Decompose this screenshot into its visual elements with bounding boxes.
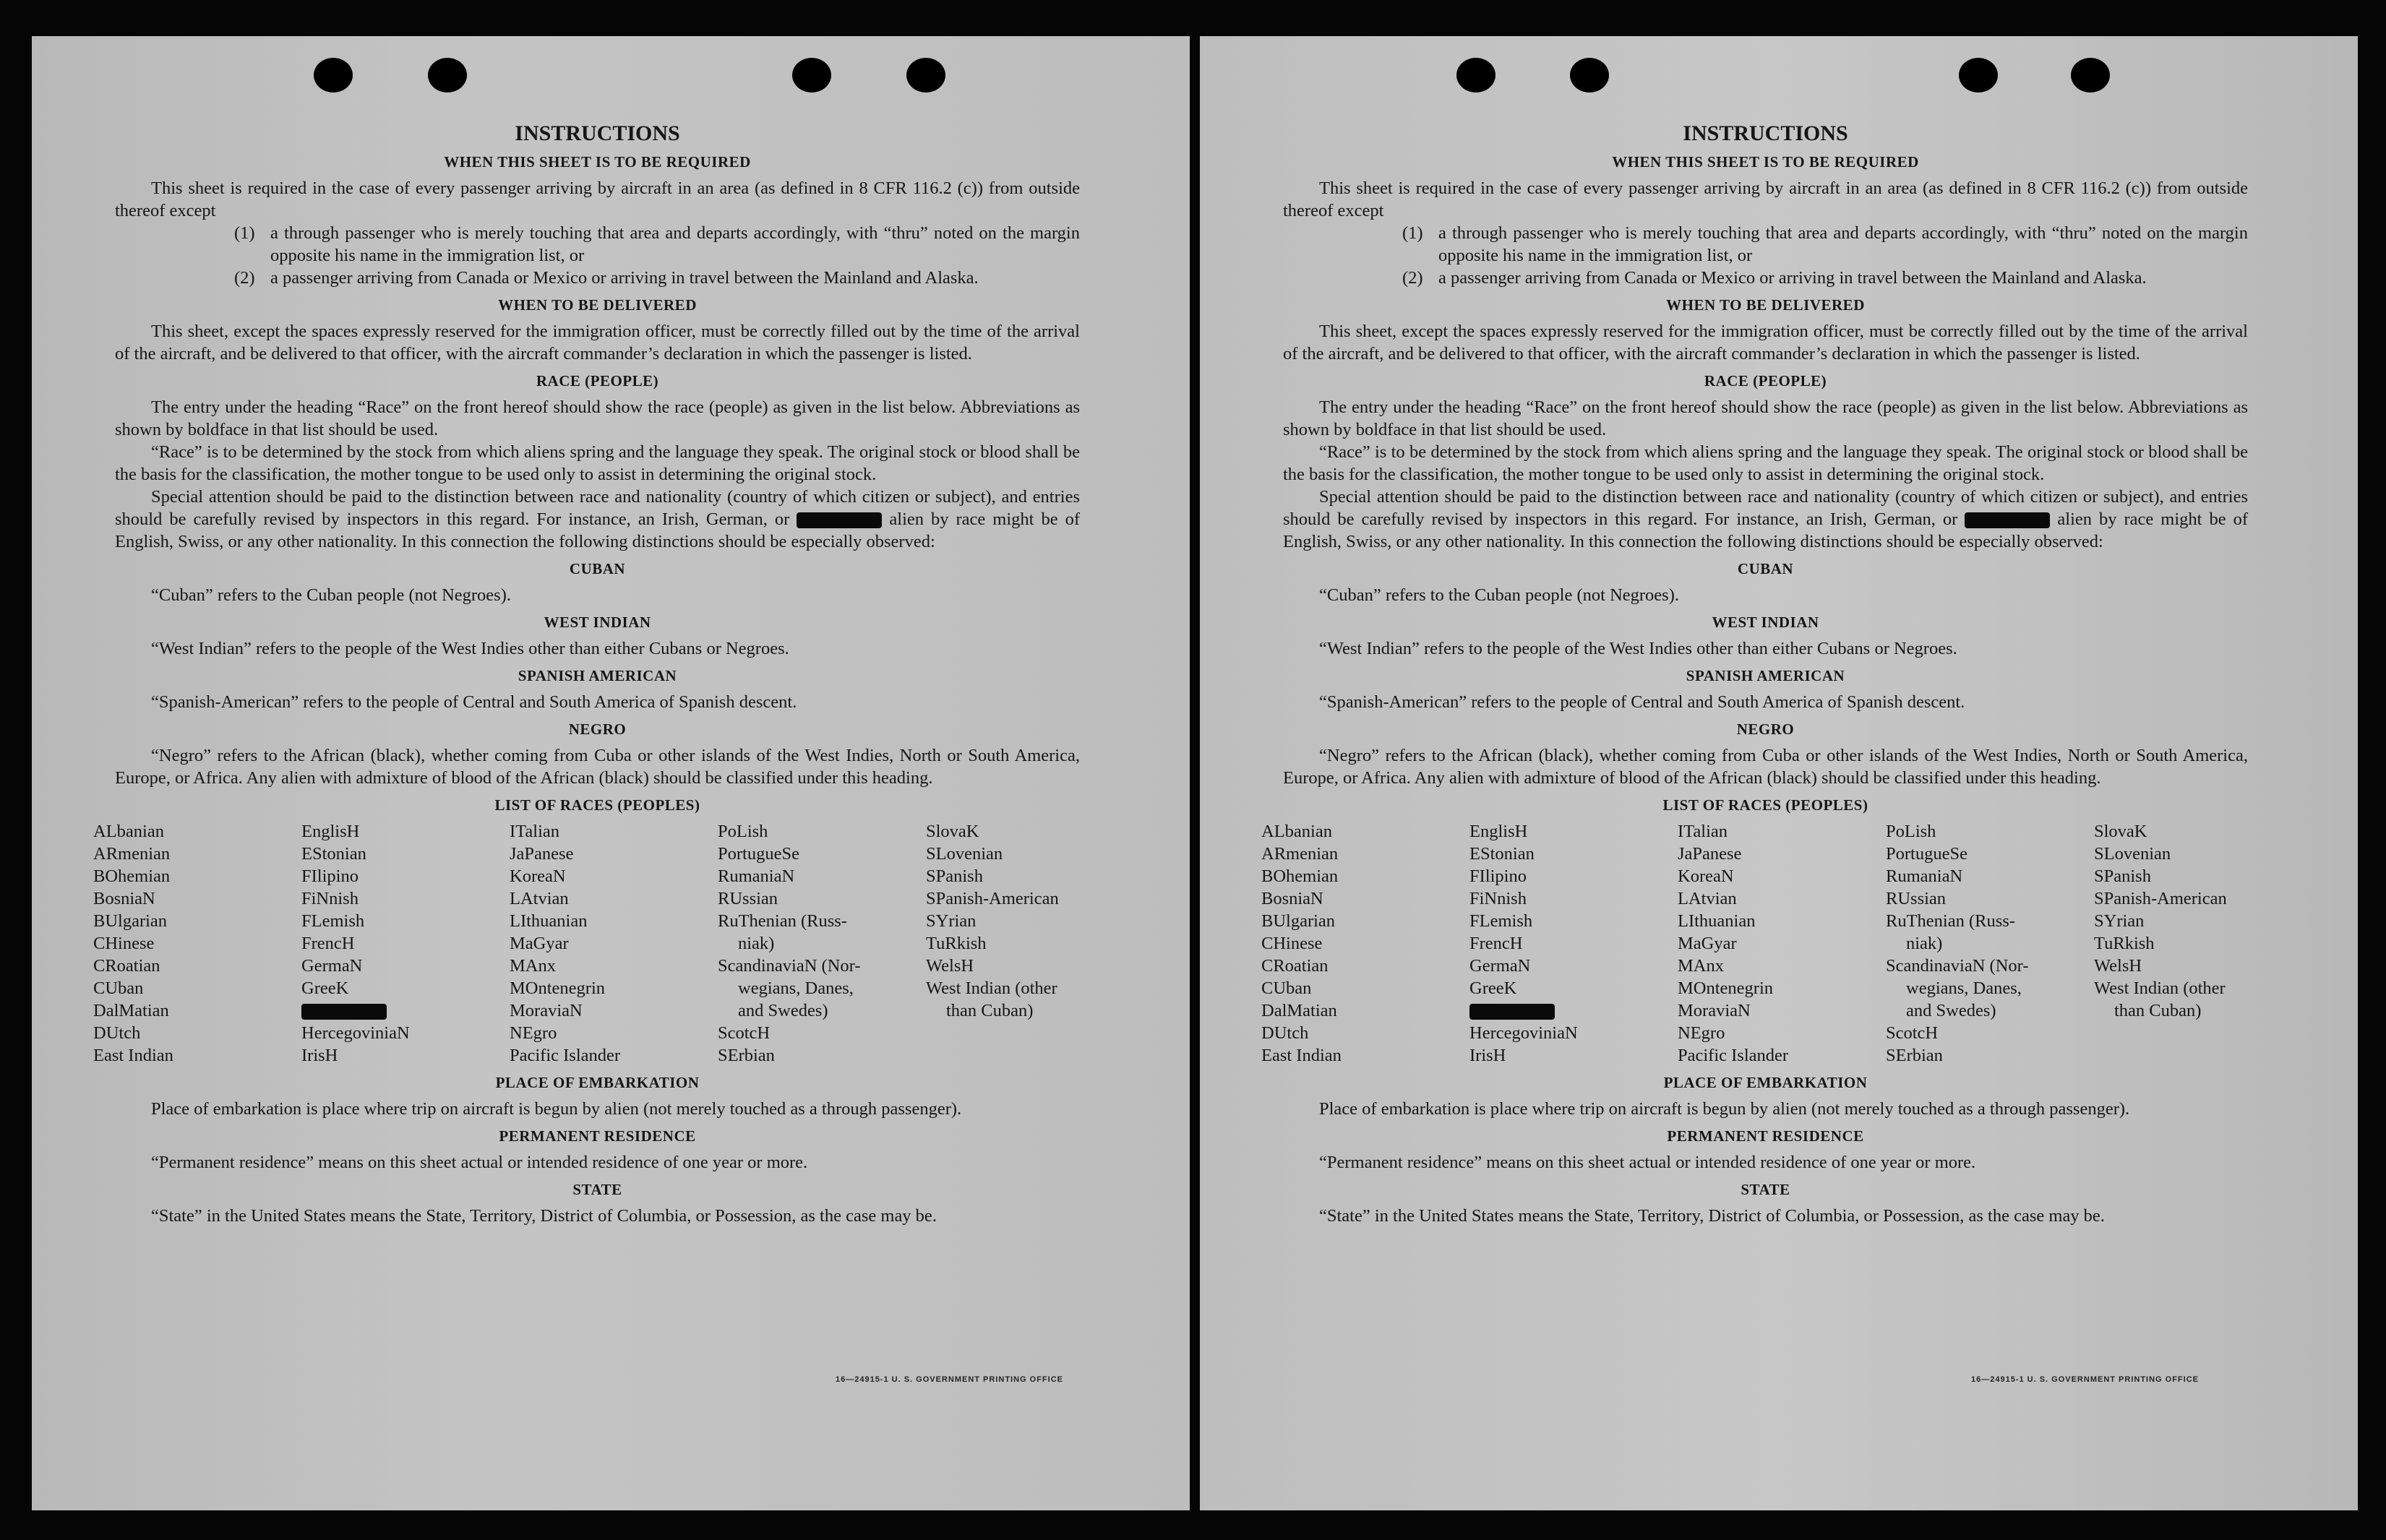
race-entry: PoLish xyxy=(718,822,768,841)
race-entry: FLemish xyxy=(1469,911,1533,931)
race-entry: FIlipino xyxy=(301,866,359,886)
race-entry: PoLish xyxy=(1886,822,1936,841)
race-entry: HercegoviniaN xyxy=(1469,1023,1578,1043)
delivered-paragraph: This sheet, except the spaces expressly reserved for the immigration officer, must be correctly filled out by the time of the arrival of the aircraft, and be delivered to that officer, with the aircraft commander’s declaration in which the passenger is listed. xyxy=(115,322,1080,364)
section-heading-spanish-american: SPANISH AMERICAN xyxy=(518,667,677,684)
race-entry: GermaN xyxy=(301,956,363,976)
race-entry: KoreaN xyxy=(1678,866,1734,886)
punch-hole xyxy=(314,58,353,93)
item-text: a through passenger who is merely touching that area and departs accordingly, with “thru” noted on the margin opposite his name in the immigration list, or xyxy=(1438,223,2248,265)
race-entry: GreeK xyxy=(301,978,349,998)
punch-hole xyxy=(1959,58,1998,93)
race-entry: niak) xyxy=(738,934,775,953)
section-heading-list-of-races: LIST OF RACES (PEOPLES) xyxy=(1662,796,1868,814)
section-heading-cuban: CUBAN xyxy=(569,560,626,577)
race-entry: FIlipino xyxy=(1469,866,1527,886)
race-entry: RuThenian (Russ- xyxy=(718,911,847,931)
race-entry: CRoatian xyxy=(1261,956,1329,976)
race-entry: ScandinaviaN (Nor- xyxy=(718,956,861,976)
race-entry: HercegoviniaN xyxy=(301,1023,410,1043)
race-entry: FiNnish xyxy=(301,889,359,908)
race-entry: SErbian xyxy=(718,1046,775,1065)
race-entry: JaPanese xyxy=(510,844,574,864)
punch-hole xyxy=(428,58,467,93)
race-entry: EStonian xyxy=(301,844,366,864)
section-heading-required: WHEN THIS SHEET IS TO BE REQUIRED xyxy=(1612,153,1919,171)
race-entry: DUtch xyxy=(1261,1023,1309,1043)
race-entry: FrencH xyxy=(301,934,355,953)
race-entry: MOntenegrin xyxy=(1678,978,1773,998)
race-entry xyxy=(926,1022,1134,1044)
race-entry: FLemish xyxy=(301,911,365,931)
race-entry: LIthuanian xyxy=(1678,911,1756,931)
race-entry: MaGyar xyxy=(510,934,569,953)
race-entry: than Cuban) xyxy=(946,1001,1034,1020)
item-number: (1) xyxy=(234,223,255,243)
race-entry: LAtvian xyxy=(510,889,569,908)
race-entry: RUssian xyxy=(718,889,778,908)
section-heading-permanent-residence: PERMANENT RESIDENCE xyxy=(1667,1127,1864,1145)
race-entry: RumaniaN xyxy=(718,866,795,886)
race-entry: CHinese xyxy=(1261,934,1323,953)
race-entry xyxy=(2094,1022,2302,1044)
race-entry: CRoatian xyxy=(93,956,160,976)
section-heading-negro: NEGRO xyxy=(1736,720,1795,738)
permanent-residence-paragraph: “Permanent residence” means on this sheet actual or intended residence of one year or more. xyxy=(1319,1153,1976,1172)
exception-item-2 xyxy=(1283,267,2248,289)
section-heading-required: WHEN THIS SHEET IS TO BE REQUIRED xyxy=(444,153,751,171)
redaction-mark xyxy=(797,512,882,528)
race-entry: Pacific Islander xyxy=(510,1046,621,1065)
race-entry: IrisH xyxy=(301,1046,338,1065)
race-entry: RUssian xyxy=(1886,889,1947,908)
race-entry xyxy=(926,1044,1134,1067)
spanish-american-paragraph: “Spanish-American” refers to the people of Central and South America of Spanish descent. xyxy=(151,692,797,712)
race-entry: DalMatian xyxy=(1261,1001,1337,1020)
item-number: (2) xyxy=(1402,268,1423,288)
race-entry: niak) xyxy=(1906,934,1943,953)
race-entry: BosniaN xyxy=(93,889,155,908)
race-entry: ARmenian xyxy=(93,844,171,864)
item-text: a passenger arriving from Canada or Mexico or arriving in travel between the Mainland and Alaska. xyxy=(270,268,979,288)
cuban-paragraph: “Cuban” refers to the Cuban people (not Negroes). xyxy=(1319,585,1679,605)
negro-paragraph: “Negro” refers to the African (black), whether coming from Cuba or other islands of the West Indies, North or South America, Europe, or Africa. Any alien with admixture of blood of the African (black) should be classified under this heading. xyxy=(1283,746,2248,788)
section-heading-delivered: WHEN TO BE DELIVERED xyxy=(1666,296,1865,314)
section-heading-list-of-races: LIST OF RACES (PEOPLES) xyxy=(494,796,700,814)
race-entry: DalMatian xyxy=(93,1001,169,1020)
item-number: (1) xyxy=(1402,223,1423,243)
item-text: a passenger arriving from Canada or Mexico or arriving in travel between the Mainland and Alaska. xyxy=(1438,268,2147,288)
races-list xyxy=(93,820,1080,1067)
negro-paragraph: “Negro” refers to the African (black), whether coming from Cuba or other islands of the West Indies, North or South America, Europe, or Africa. Any alien with admixture of blood of the African (black) should be classified under this heading. xyxy=(115,746,1080,788)
section-heading-race: RACE (PEOPLE) xyxy=(536,372,659,390)
west-indian-paragraph: “West Indian” refers to the people of the West Indies other than either Cubans or Negroes. xyxy=(151,639,789,658)
race-entry: SErbian xyxy=(1886,1046,1943,1065)
delivered-paragraph: This sheet, except the spaces expressly reserved for the immigration officer, must be correctly filled out by the time of the arrival of the aircraft, and be delivered to that officer, with the aircraft commander’s declaration in which the passenger is listed. xyxy=(1283,322,2248,364)
section-heading-state: STATE xyxy=(1741,1181,1790,1198)
section-heading-permanent-residence: PERMANENT RESIDENCE xyxy=(499,1127,696,1145)
race-entry: than Cuban) xyxy=(2114,1001,2202,1020)
race-entry: East Indian xyxy=(1261,1046,1342,1065)
race-entry: WelsH xyxy=(926,956,974,976)
race-entry: WelsH xyxy=(2094,956,2142,976)
punch-hole xyxy=(792,58,831,93)
printer-footer: 16—24915-1 U. S. GOVERNMENT PRINTING OFFICE xyxy=(835,1375,1063,1384)
race-entry: SPanish xyxy=(926,866,983,886)
embarkation-paragraph: Place of embarkation is place where trip on aircraft is begun by alien (not merely touched as a through passenger). xyxy=(1319,1099,2130,1119)
section-heading-race: RACE (PEOPLE) xyxy=(1704,372,1827,390)
race-entry: MAnx xyxy=(510,956,556,976)
race-entry: CHinese xyxy=(93,934,155,953)
exception-item-1 xyxy=(1283,222,2248,267)
race-entry: EStonian xyxy=(1469,844,1535,864)
race-paragraph-2: “Race” is to be determined by the stock from which aliens spring and the language they speak. The original stock or blood shall be the basis for the classification, the mother tongue to be used only to assist in determining the original stock. xyxy=(115,442,1080,484)
race-entry: SlovaK xyxy=(2094,822,2147,841)
section-heading-negro: NEGRO xyxy=(568,720,627,738)
section-heading-west-indian: WEST INDIAN xyxy=(1712,614,1819,631)
race-entry: ScotcH xyxy=(1886,1023,1939,1043)
race-entry: MOntenegrin xyxy=(510,978,605,998)
race-entry: wegians, Danes, xyxy=(738,978,854,998)
race-entry: West Indian (other xyxy=(926,978,1057,998)
race-entry: NEgro xyxy=(510,1023,557,1043)
race-entry: ITalian xyxy=(510,822,560,841)
race-entry: MoraviaN xyxy=(1678,1001,1751,1020)
race-entry: IrisH xyxy=(1469,1046,1506,1065)
punch-hole xyxy=(1456,58,1495,93)
race-entry: SLovenian xyxy=(926,844,1003,864)
redaction-mark xyxy=(1965,512,2050,528)
redaction-mark xyxy=(1469,999,1678,1022)
state-paragraph: “State” in the United States means the State, Territory, District of Columbia, or Possession, as the case may be. xyxy=(1319,1206,2105,1226)
race-entry: ScandinaviaN (Nor- xyxy=(1886,956,2029,976)
race-entry: EnglisH xyxy=(1469,822,1528,841)
race-entry: GermaN xyxy=(1469,956,1531,976)
race-entry: BOhemian xyxy=(93,866,171,886)
embarkation-paragraph: Place of embarkation is place where trip on aircraft is begun by alien (not merely touched as a through passenger). xyxy=(151,1099,962,1119)
race-entry: and Swedes) xyxy=(1906,1001,1996,1020)
race-entry: SPanish xyxy=(2094,866,2151,886)
race-paragraph-1: The entry under the heading “Race” on the front hereof should show the race (people) as given in the list below. Abbreviations as shown by boldface in that list should be used. xyxy=(1283,397,2248,439)
race-paragraph-3 xyxy=(115,486,1080,553)
race-entry: GreeK xyxy=(1469,978,1517,998)
race-entry: wegians, Danes, xyxy=(1906,978,2022,998)
punch-hole xyxy=(2071,58,2110,93)
item-number: (2) xyxy=(234,268,255,288)
punch-hole xyxy=(906,58,945,93)
race-entry: ITalian xyxy=(1678,822,1728,841)
race-entry: FrencH xyxy=(1469,934,1523,953)
state-paragraph: “State” in the United States means the State, Territory, District of Columbia, or Possession, as the case may be. xyxy=(151,1206,937,1226)
race-entry: SPanish-American xyxy=(2094,889,2227,908)
race-entry: SlovaK xyxy=(926,822,979,841)
section-heading-state: STATE xyxy=(572,1181,622,1198)
race-entry: ARmenian xyxy=(1261,844,1339,864)
race-entry: RuThenian (Russ- xyxy=(1886,911,2015,931)
section-heading-delivered: WHEN TO BE DELIVERED xyxy=(498,296,697,314)
required-paragraph: This sheet is required in the case of every passenger arriving by aircraft in an area (as defined in 8 CFR 116.2 (c)) from outside thereof except xyxy=(1283,178,2248,220)
race-entry: BUlgarian xyxy=(1261,911,1336,931)
race-entry: RumaniaN xyxy=(1886,866,1963,886)
race-paragraph-2: “Race” is to be determined by the stock from which aliens spring and the language they speak. The original stock or blood shall be the basis for the classification, the mother tongue to be used only to assist in determining the original stock. xyxy=(1283,442,2248,484)
west-indian-paragraph: “West Indian” refers to the people of the West Indies other than either Cubans or Negroes. xyxy=(1319,639,1957,658)
race-entry: LIthuanian xyxy=(510,911,588,931)
race-entry: FiNnish xyxy=(1469,889,1527,908)
race-entry: West Indian (other xyxy=(2094,978,2226,998)
race-paragraph-3 xyxy=(1283,486,2248,553)
race-paragraph-1: The entry under the heading “Race” on the front hereof should show the race (people) as given in the list below. Abbreviations as shown by boldface in that list should be used. xyxy=(115,397,1080,439)
race-paragraph-3-end: alien by race might be of English, Swiss, or any other nationality. In this connection the following distinctions should be especially observed: xyxy=(115,509,1081,551)
race-entry: KoreaN xyxy=(510,866,566,886)
race-entry: DUtch xyxy=(93,1023,141,1043)
race-entry: BosniaN xyxy=(1261,889,1323,908)
required-paragraph: This sheet is required in the case of every passenger arriving by aircraft in an area (as defined in 8 CFR 116.2 (c)) from outside thereof except xyxy=(115,178,1080,220)
punch-hole xyxy=(1570,58,1609,93)
race-entry: MAnx xyxy=(1678,956,1724,976)
race-entry: ScotcH xyxy=(718,1023,771,1043)
left-page xyxy=(32,36,1190,1510)
race-paragraph-3-start: Special attention should be paid to the distinction between race and nationality (country of which citizen or subject), and entries should be carefully revised by inspectors in this regard. For instance, an Irish, German, or xyxy=(1283,487,2248,529)
exception-item-2 xyxy=(115,267,1080,289)
race-entry: SYrian xyxy=(926,911,977,931)
race-entry xyxy=(2094,1044,2302,1067)
instructions-title: INSTRUCTIONS xyxy=(515,121,680,145)
section-heading-embarkation: PLACE OF EMBARKATION xyxy=(495,1074,700,1091)
race-entry: LAtvian xyxy=(1678,889,1737,908)
redaction-mark xyxy=(301,999,510,1022)
races-list xyxy=(1261,820,2248,1067)
spanish-american-paragraph: “Spanish-American” refers to the people of Central and South America of Spanish descent. xyxy=(1319,692,1965,712)
race-entry: BUlgarian xyxy=(93,911,168,931)
race-entry: ALbanian xyxy=(93,822,164,841)
race-entry: EnglisH xyxy=(301,822,360,841)
section-heading-spanish-american: SPANISH AMERICAN xyxy=(1686,667,1845,684)
race-entry: SPanish-American xyxy=(926,889,1059,908)
race-entry: PortugueSe xyxy=(718,844,799,864)
race-entry: Pacific Islander xyxy=(1678,1046,1789,1065)
cuban-paragraph: “Cuban” refers to the Cuban people (not Negroes). xyxy=(151,585,511,605)
permanent-residence-paragraph: “Permanent residence” means on this sheet actual or intended residence of one year or more. xyxy=(151,1153,808,1172)
section-heading-west-indian: WEST INDIAN xyxy=(544,614,651,631)
right-page xyxy=(1200,36,2358,1510)
race-entry: JaPanese xyxy=(1678,844,1742,864)
race-entry: PortugueSe xyxy=(1886,844,1967,864)
race-entry: East Indian xyxy=(93,1046,173,1065)
race-entry: SYrian xyxy=(2094,911,2145,931)
instructions-title: INSTRUCTIONS xyxy=(1683,121,1848,145)
item-text: a through passenger who is merely touching that area and departs accordingly, with “thru” noted on the margin opposite his name in the immigration list, or xyxy=(270,223,1080,265)
race-entry: ALbanian xyxy=(1261,822,1332,841)
race-entry: MoraviaN xyxy=(510,1001,583,1020)
race-entry: TuRkish xyxy=(926,934,987,953)
race-entry: BOhemian xyxy=(1261,866,1339,886)
race-paragraph-3-start: Special attention should be paid to the distinction between race and nationality (country of which citizen or subject), and entries should be carefully revised by inspectors in this regard. For instance, an Irish, German, or xyxy=(115,487,1080,529)
printer-footer: 16—24915-1 U. S. GOVERNMENT PRINTING OFFICE xyxy=(1970,1375,2199,1384)
race-entry: SLovenian xyxy=(2094,844,2171,864)
race-entry: CUban xyxy=(1261,978,1312,998)
race-paragraph-3-end: alien by race might be of English, Swiss, or any other nationality. In this connection the following distinctions should be especially observed: xyxy=(1283,509,2249,551)
section-heading-cuban: CUBAN xyxy=(1737,560,1794,577)
race-entry: CUban xyxy=(93,978,144,998)
race-entry: MaGyar xyxy=(1678,934,1737,953)
race-entry: and Swedes) xyxy=(738,1001,828,1020)
section-heading-embarkation: PLACE OF EMBARKATION xyxy=(1663,1074,1868,1091)
race-entry: NEgro xyxy=(1678,1023,1725,1043)
race-entry: TuRkish xyxy=(2094,934,2155,953)
exception-item-1 xyxy=(115,222,1080,267)
